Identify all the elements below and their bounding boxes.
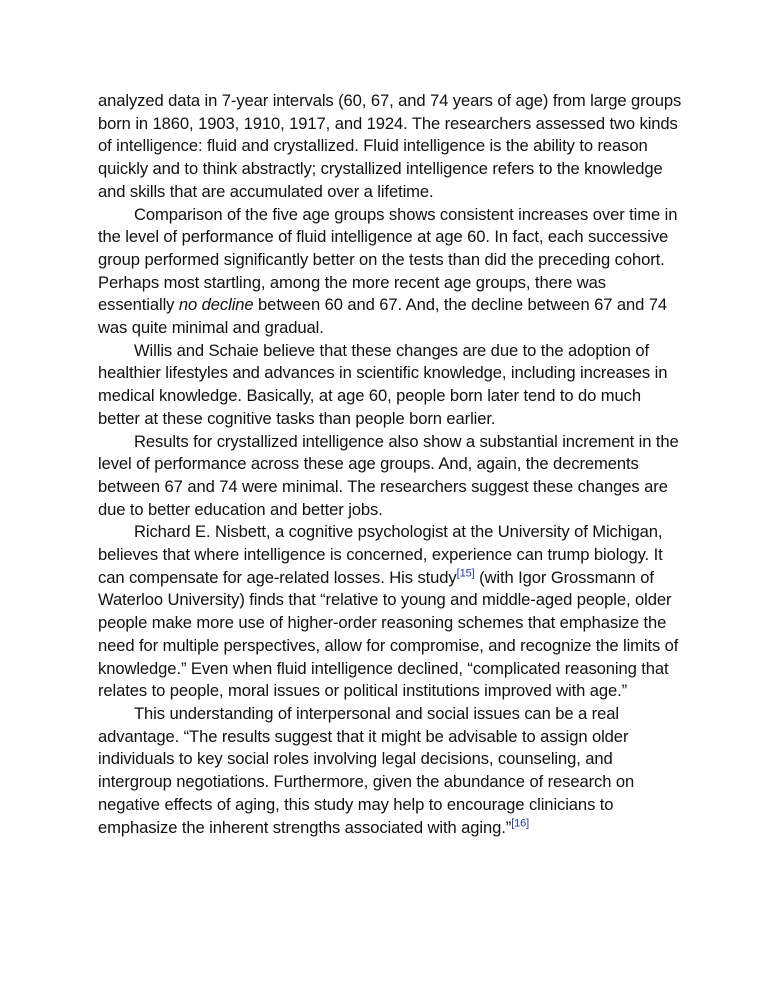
paragraph-2 [98,204,682,340]
paragraph-3-text: Willis and Schaie believe that these changes are due to the adoption of healthier lifestyles and advances in scientific knowledge, including increases in medical knowledge. Basically, at age 60, people born later tend to do much better at these cognitive tasks than people born earlier. [98,340,668,428]
paragraph-4-text: Results for crystallized intelligence also show a substantial increment in the level of performance across these age groups. And, again, the decrements between 67 and 74 were minimal. The researchers suggest these changes are due to better education and better jobs. [98,431,679,519]
paragraph-1 [98,90,682,204]
paragraph-2-emphasis: no decline [178,295,254,315]
paragraph-2-text-before: Comparison of the five age groups shows consistent increases over time in the level of performance of fluid intelligence at age 60. In fact, each successive group performed significantly better on the tests than did the preceding cohort. Perhaps most startling, among the more recent age groups, there was essentially [98,204,678,315]
paragraph-2-text-after: between 60 and 67. And, the decline between 67 and 74 was quite minimal and gradual. [98,295,668,338]
paragraph-5-text-before: Richard E. Nisbett, a cognitive psychologist at the University of Michigan, believes that where intelligence is concerned, experience can trump biology. It can compensate for age-related losses. His study [98,522,663,587]
paragraph-6-text-before: This understanding of interpersonal and social issues can be a real advantage. “The results suggest that it might be advisable to assign older individuals to key social roles involving legal decisions, counseling, and intergroup negotiations. Furthermore, given the abundance of research on negative effects of aging, this study may help to encourage clinicians to emphasize the inherent strengths associated with aging.” [98,703,635,837]
reference-link-15[interactable]: [15] [456,567,475,580]
paragraph-6 [98,703,682,839]
paragraph-4 [98,431,682,522]
paragraph-1-text: analyzed data in 7-year intervals (60, 67, and 74 years of age) from large groups born in 1860, 1903, 1910, 1917, and 1924. The researchers assessed two kinds of intelligence: fluid and crystallized. Fluid intelligence is the ability to reason quickly and to think abstractly; crystallized intelligence refers to the knowledge and skills that are accumulated over a lifetime. [98,91,682,201]
paragraph-5 [98,521,682,703]
reference-link-16[interactable]: [16] [511,816,530,829]
paragraph-5-text-after: (with Igor Grossmann of Waterloo University) finds that “relative to young and middle-aged people, older people make more use of higher-order reasoning schemes that emphasize the need for multiple perspectives, allow for compromise, and recognize the limits of knowledge.” Even when fluid intelligence declined, “complicated reasoning that relates to people, moral issues or political institutions improved with age.” [98,567,679,701]
paragraph-3 [98,340,682,431]
